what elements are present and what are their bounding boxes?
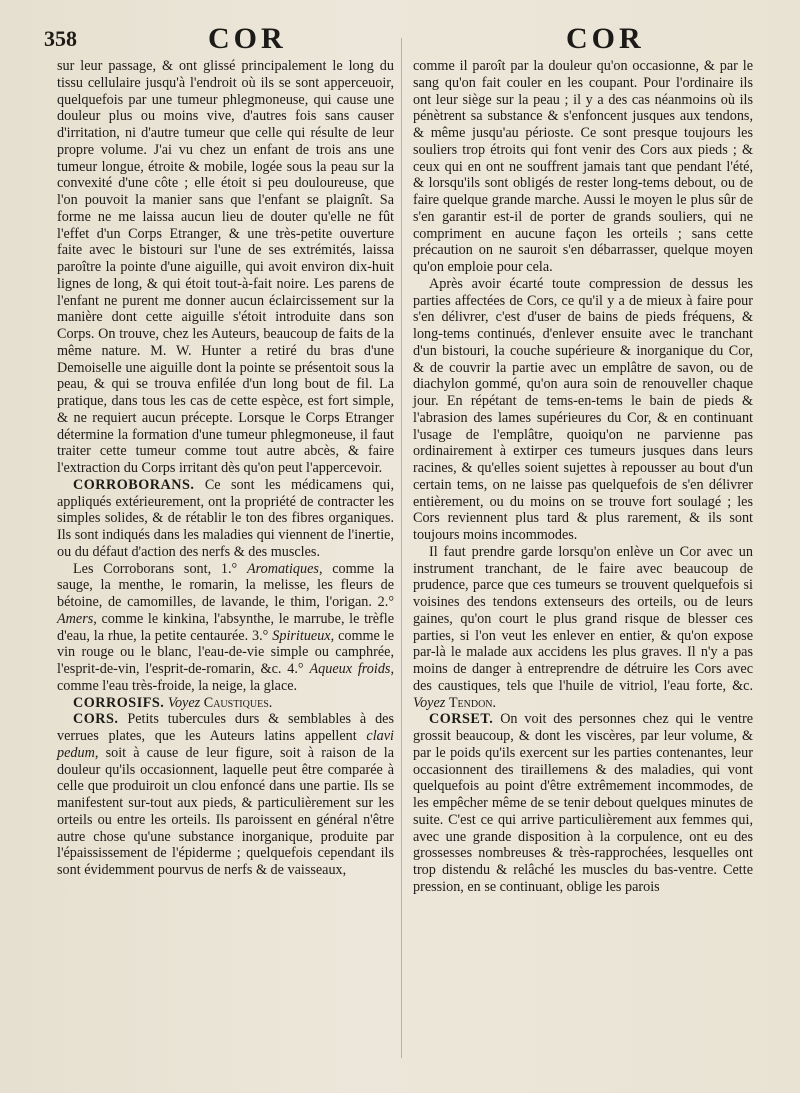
paragraph: Après avoir écarté toute compression de dessus les parties affectées de Cors, ce qu'il y a de mieux à faire pour s'en délivrer, c'est d'user de bains de pieds fréquens, & long-tems continués, d'enlever ensuite avec le tranchant d'un bistouri, la couche supérieure & inorganique du Cor, & de couvrir la partie avec un emplâtre de savon, ou de diachylon gommé, qu'on aura soin de renouveller chaque jour. En répétant de tems-en-tems le bain de pieds & l'abrasion des lames supérieures du Cor, & en continuant l'usage de l'emplâtre, quoiqu'on ne parvienne pas ordinairement à extirper ces tumeurs jusques dans leurs racines, & qu'elles soient sujettes à repousser au bout d'un certain tems, on ne laisse pas quelquefois de s'en délivrer entièrement, ou du moins on se trouve fort soulagé ; les Cors reviennent plus tard & plus rarement, & ils sont toujours moins incommodes. xyxy=(413,275,753,543)
running-head-right: COR xyxy=(566,22,645,55)
paragraph: comme il paroît par la douleur qu'on occasionne, & par le sang qu'on fait couler en les coupant. Pour l'ordinaire ils ont leur siège sur la peau ; il y a des cas néanmoins où ils pénètrent sa substance & s'enfoncent jusques aux tendons, & même jusqu'au périoste. Ce sont presque toujours les souliers trop étroits qui font venir des Cors aux pieds ; & ceux qui en ont ne souffrent jamais tant que pendant l'été, & lorsqu'ils sont obligés de rester long-tems debout, ou de faire quelque grande marche. Aussi le moyen le plus sûr de s'en garantir est-il de porter de grands souliers, qui ne compriment en aucune façon les orteils ; sans cette précaution on ne sauroit s'en débarrasser, quelque moyen qu'on emploie pour cela. xyxy=(413,58,753,275)
page-header xyxy=(0,22,800,56)
cross-reference: Caustiques. xyxy=(203,694,273,711)
text-run: , comme le kinkina, l'absynthe, le marrube, le trèfle d'eau, la rhue, la petite centaurée. 3.° xyxy=(57,610,394,644)
paragraph-corroborans-list xyxy=(57,561,394,695)
italic-term: Aromatiques xyxy=(246,560,319,577)
entry-corrosifs xyxy=(57,695,394,712)
text-run: Il faut prendre garde lorsqu'on enlève un Cor avec un instrument tranchant, de le faire avec beaucoup de prudence, parce que ces tumeurs se trouvent quelquefois si voisines des tendons extenseurs des orteils, ou de leurs gaines, qu'on court le plus grand risque de blesser ces parties, si l'on veut les enlever en entier, & qu'on expose par-là le malade aux accidens les plus graves. Il n'y a pas moins de danger à entreprendre de détruire les Cors avec des caustiques, tels que l'huile de vitriol, l'eau forte, &c. xyxy=(413,543,753,694)
entry-headword: CORS. xyxy=(73,711,119,728)
text-run: , comme la sauge, la menthe, le romarin, la melisse, les fleurs de bétoine, de camomilles, de lavande, le thim, l'origan. 2.° xyxy=(57,560,394,610)
paragraph: sur leur passage, & ont glissé principalement le long du tissu cellulaire jusqu'à l'endroit où ils se sont apperceuoir, quelquefois par une tumeur phlegmoneuse, qui cause une douleur plus ou moins vive, d'autres fois sans causer d'irritation, ni d'autre tumeur que celle qui résulte de leur propre volume. J'ai vu chez un enfant de trois ans une tumeur longue, étroite & mobile, logée sous la peau sur la convexité d'une côte ; elle étoit si peu douloureuse, que l'on pouvoit la manier sans que l'enfant se plaignît. Sa forme ne me laissa aucun lieu de douter qu'elle ne fût l'effet d'un Corps Etranger, & une très-petite ouverture faite avec le bistouri sur l'une de ses extrémités, laissa paroître la pointe d'une aiguille, qui avoit environ dix-huit lignes de long, & qui étoit tout-à-fait noire. Les parens de l'enfant ne purent me donner aucun éclaircissement sur la manière dont cette aiguille s'étoit introduite dans son Corps. On trouve, chez les Auteurs, beaucoup de faits de la même nature. M. W. Hunter a retiré du bras d'une Demoiselle une aiguille dont la pointe se présentoit sous la peau, & qui se trouva enfilée d'un long bout de fil. La pratique, dans tous les cas de cette espèce, est fort simple, & ne requiert aucun précepte. Lorsque le Corps Etranger détermine la formation d'une tumeur phlegmoneuse, il faut traiter cette tumeur comme tout autre abcès, & faire l'extraction du Corps irritant dès qu'on peut l'appercevoir. xyxy=(57,58,394,476)
italic-term: clavi pedum xyxy=(57,728,394,761)
entry-headword: CORROBORANS. xyxy=(73,476,195,493)
paragraph xyxy=(413,544,753,712)
column-divider xyxy=(401,38,402,1058)
entry-headword: CORSET. xyxy=(429,711,494,728)
entry-text: Ce sont les médicamens qui, appliqués extérieurement, ont la propriété de contracter les simples solides, & de rétablir le ton des fibres organiques. Ils sont indiqués dans les maladies qui viennent de l'inertie, ou du défaut d'action des nerfs & des muscles. xyxy=(57,476,394,560)
italic-term: Aqueux froids xyxy=(309,661,391,677)
entry-corroborans xyxy=(57,477,394,561)
text-run: Les Corroborans sont, 1.° xyxy=(73,560,247,577)
page-number: 358 xyxy=(44,26,77,51)
italic-term: Spiritueux xyxy=(272,627,331,644)
text-run: , soit à cause de leur figure, soit à raison de la douleur qu'ils occasionnent, laquelle peut être comparée à celle que produiroit un clou enfoncé dans une partie. Ils se manifestent sur-tout aux pieds, & particulièrement sur les orteils ou entre les orteils. Ils paroissent en général n'être autre chose qu'une substance inorganique, produite par l'épaississement de l'épiderme ; quelquefois cependant ils sont évidemment pourvus de nerfs & de vaisseaux, xyxy=(57,744,394,878)
cross-reference: Tendon. xyxy=(448,694,497,711)
entry-cors xyxy=(57,711,394,879)
right-column xyxy=(413,58,753,896)
cross-ref-voyez: Voyez xyxy=(413,694,449,711)
cross-ref-voyez: Voyez xyxy=(164,694,204,711)
entry-text: On voit des personnes chez qui le ventre grossit beaucoup, & dont les viscères, par leur volume, & par le poids qu'ils exercent sur les parties contenantes, leur occasionnent des tiraillemens & des maladies, qui vont quelquefois au point d'être extrêmement incommodes, de les empêcher même de se tenir debout quelques minutes de suite. C'est ce qui arrive particulièrement aux femmes qui, avec une grande disposition à la corpulence, ont eu des grossesses nombreuses & très-rapprochées, lesquelles ont trop distendu & relâché les muscles du bas-ventre. Cette pression, en se continuant, oblige les parois xyxy=(413,711,753,895)
entry-headword: CORROSIFS. xyxy=(73,694,165,711)
italic-term: Amers xyxy=(57,610,94,627)
text-run: Petits tubercules durs & semblables à des verrues plates, que les Auteurs latins appellent xyxy=(57,711,394,744)
left-column xyxy=(57,58,394,879)
text-run: , comme le vin rouge ou le blanc, l'eau-de-vie simple ou camphrée, l'esprit-de-vin, l'esprit-de-romarin, &c. 4.° xyxy=(57,627,394,677)
running-head-left: COR xyxy=(208,22,287,55)
text-run: , comme l'eau très-froide, la neige, la glace. xyxy=(57,661,394,694)
entry-corset xyxy=(413,711,753,895)
